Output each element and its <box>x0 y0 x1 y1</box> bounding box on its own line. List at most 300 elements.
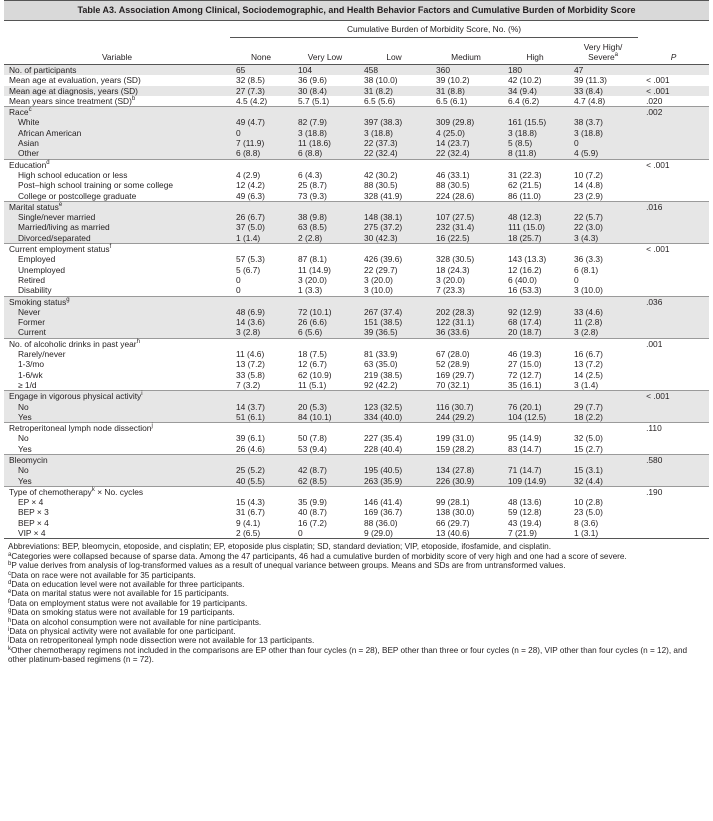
table-group-row <box>4 296 709 307</box>
row-label: Post–high school training or some college <box>18 180 174 191</box>
table-cell <box>292 107 358 118</box>
table-cell: 30 (8.4) <box>292 86 358 96</box>
table-cell: 8 (11.8) <box>502 148 568 159</box>
table-cell: 92 (42.2) <box>364 379 398 390</box>
footnote: $^g$Data on smoking status were not available for 19 participants. <box>8 608 235 618</box>
footnote: $^b$P value derives from analysis of log-transformed values as a result of unequal variance between groups. Means and SDs are from untransformed values. <box>8 561 566 571</box>
table-cell: 6.4 (6.2) <box>508 95 540 106</box>
row-label: BEP × 3 <box>18 507 49 518</box>
table-group-row <box>4 244 709 255</box>
table-cell: 57 (5.3) <box>236 254 265 265</box>
row-label: No. of participants <box>4 65 230 76</box>
table-cell <box>502 338 568 349</box>
table-row <box>4 476 709 487</box>
table-cell <box>502 391 568 402</box>
table-cell: 53 (9.4) <box>298 443 327 454</box>
table-cell: 6.5 (6.1) <box>436 95 468 106</box>
table-cell: 11 (4.6) <box>236 349 265 360</box>
table-cell: 360 <box>430 65 502 76</box>
table-cell <box>430 159 502 170</box>
footnote: $^c$Data on race were not available for 35 participants. <box>8 570 196 580</box>
table-cell: 35 (9.9) <box>298 497 327 508</box>
p-value: .036 <box>638 296 709 307</box>
row-label: Engage in vigorous physical activity$^i$ <box>4 391 230 402</box>
table-cell: 42 (8.7) <box>292 465 358 475</box>
table-row <box>4 497 709 507</box>
table-group-row <box>4 423 709 434</box>
table-cell <box>568 159 638 170</box>
row-label: Current <box>4 327 230 338</box>
row-label: Current employment status$^f$ <box>4 244 230 255</box>
table-cell: 66 (29.7) <box>436 517 470 528</box>
table-cell: 46 (19.3) <box>508 349 542 360</box>
table-cell: 42 (30.2) <box>364 169 398 180</box>
table-cell: 22 (32.4) <box>358 148 430 159</box>
p-value <box>638 128 709 138</box>
table-cell: 328 (41.9) <box>364 190 403 201</box>
table-row <box>4 528 709 538</box>
table-cell: 3 (10.0) <box>364 285 393 296</box>
table-cell: 22 (5.7) <box>568 212 638 222</box>
table-cell: 49 (4.7) <box>230 117 292 127</box>
table-cell: 161 (15.5) <box>502 117 568 127</box>
row-label: Type of chemotherapy$^k$ × No. cycles <box>4 486 230 497</box>
table-cell: 32 (5.0) <box>574 433 603 444</box>
table-cell: 26 (4.6) <box>236 443 265 454</box>
table-cell: 228 (40.4) <box>364 443 403 454</box>
table-cell: 22 (37.3) <box>358 138 430 148</box>
table-cell <box>292 454 358 465</box>
table-cell: 12 (16.2) <box>508 264 542 275</box>
footnote: $^e$Data on marital status were not available for 15 participants. <box>8 589 229 599</box>
row-label: Smoking status$^g$ <box>4 296 230 307</box>
table-cell: 37 (5.0) <box>230 222 292 232</box>
table-row <box>4 349 709 359</box>
table-cell: 123 (32.5) <box>358 402 430 412</box>
p-value: .190 <box>638 486 709 497</box>
table-row <box>4 265 709 275</box>
table-cell: 30 (42.3) <box>358 233 430 244</box>
header-col-very-high: Very High/ Severe$^a$ <box>568 38 638 65</box>
table-cell <box>568 296 638 307</box>
p-value <box>638 507 709 517</box>
p-value <box>638 380 709 391</box>
table-row <box>4 402 709 412</box>
table-cell: 116 (30.7) <box>430 402 502 412</box>
row-label: Never <box>4 307 230 317</box>
table-cell: 12 (4.2) <box>236 180 265 191</box>
table-cell: 3 (10.0) <box>574 285 603 296</box>
table-cell <box>358 338 430 349</box>
table-group-row <box>4 338 709 349</box>
table-cell: 328 (30.5) <box>436 254 475 265</box>
table-cell: 7 (23.3) <box>436 285 465 296</box>
table-row <box>4 518 709 528</box>
table-cell: 0 <box>298 528 303 539</box>
table-cell <box>568 244 638 255</box>
table-cell: 3 (20.0) <box>298 274 327 285</box>
table-cell: 232 (31.4) <box>430 222 502 232</box>
row-label: Divorced/separated <box>4 233 230 244</box>
table-cell: 109 (14.9) <box>502 476 568 487</box>
table-cell: 9 (4.1) <box>236 517 261 528</box>
table-cell: 151 (38.5) <box>358 317 430 327</box>
table-cell: 219 (38.5) <box>364 369 403 380</box>
table-row <box>4 138 709 148</box>
table-cell <box>358 159 430 170</box>
table-cell: 5 (8.5) <box>502 138 568 148</box>
p-value <box>638 254 709 264</box>
table-row <box>4 275 709 285</box>
p-value <box>638 402 709 412</box>
table-title: Table A3. Association Among Clinical, Sociodemographic, and Health Behavior Factors and Cumulative Burden of Morbidity Score <box>4 0 709 21</box>
row-label: EP × 4 <box>18 497 44 508</box>
table-cell <box>230 391 292 402</box>
row-label: Married/living as married <box>4 222 230 232</box>
table-cell <box>358 454 430 465</box>
table-cell: 3 (1.4) <box>574 379 599 390</box>
table-cell: 6 (8.8) <box>230 148 292 159</box>
table-cell <box>430 201 502 212</box>
table-cell: 16 (53.3) <box>508 285 542 296</box>
table-cell: 199 (31.0) <box>436 433 475 444</box>
table-cell: 104 (12.5) <box>502 412 568 423</box>
table-cell: 3 (18.8) <box>358 128 430 138</box>
p-value <box>638 349 709 359</box>
row-label: Unemployed <box>18 264 66 275</box>
p-value <box>638 265 709 275</box>
table-cell: 88 (36.0) <box>364 517 398 528</box>
table-cell: 104 <box>292 65 358 76</box>
table-cell: 3 (2.8) <box>568 327 638 338</box>
footnote: $^k$Other chemotherapy regimens not included in the comparisons are EP other than four cycles (n = 28), BEP other than three or four cycles (n = 28), VIP other than four cycles (n = 12), and other platinum-based regimens (n = 72). <box>8 645 688 665</box>
table-cell <box>568 454 638 465</box>
table-cell: 22 (3.0) <box>568 222 638 232</box>
table-row <box>4 233 709 244</box>
table-cell: 31 (8.2) <box>358 86 430 96</box>
row-label: Other <box>4 148 230 159</box>
table-cell: 227 (35.4) <box>364 433 403 444</box>
p-value <box>638 138 709 148</box>
table-cell: 33 (5.8) <box>236 369 265 380</box>
table-row <box>4 254 709 264</box>
table-cell: 6 (8.1) <box>574 264 599 275</box>
row-label: Disability <box>18 285 52 296</box>
table-cell: 15 (3.1) <box>568 465 638 475</box>
row-label: ≥ 1/d <box>18 379 37 390</box>
row-label: Single/never married <box>4 212 230 222</box>
footnote: $^d$Data on education level were not available for three participants. <box>8 579 245 589</box>
table-cell: 5.7 (5.1) <box>298 95 330 106</box>
header-span-label: Cumulative Burden of Morbidity Score, No. (%) <box>230 21 638 38</box>
table-cell <box>430 244 502 255</box>
row-label: Rarely/never <box>18 349 66 360</box>
table-cell <box>430 296 502 307</box>
p-value <box>638 170 709 180</box>
table-cell: 0 <box>236 274 241 285</box>
row-label: 1-3/mo <box>18 359 45 370</box>
table-row <box>4 327 709 338</box>
header-col-high: High <box>502 38 568 65</box>
table-row <box>4 465 709 475</box>
table-cell: 26 (6.7) <box>230 212 292 222</box>
table-cell: 3 (18.8) <box>292 128 358 138</box>
table-cell: 81 (33.9) <box>364 349 398 360</box>
p-value: < .001 <box>638 86 709 96</box>
table-cell <box>568 391 638 402</box>
table-cell: 11 (18.6) <box>292 138 358 148</box>
table-cell <box>568 486 638 497</box>
row-label: Bleomycin <box>4 454 230 465</box>
table-cell: 25 (5.2) <box>230 465 292 475</box>
table-row <box>4 148 709 159</box>
table-cell <box>358 107 430 118</box>
table-cell: 107 (27.5) <box>430 212 502 222</box>
table-cell <box>568 107 638 118</box>
table-container <box>4 0 709 665</box>
header-col-very-low: Very Low <box>292 38 358 65</box>
table-cell: 1 (3.1) <box>574 528 599 539</box>
table-cell <box>430 107 502 118</box>
table-cell: 70 (32.1) <box>436 379 470 390</box>
table-cell <box>568 338 638 349</box>
table-cell: 224 (28.6) <box>436 190 475 201</box>
p-value <box>638 528 709 538</box>
table-cell: 39 (36.5) <box>358 327 430 338</box>
table-cell: 334 (40.0) <box>358 412 430 423</box>
footnote: $^f$Data on employment status were not available for 19 participants. <box>8 598 248 608</box>
row-label: No. of alcoholic drinks in past year$^h$ <box>4 338 230 349</box>
table-group-row <box>4 454 709 465</box>
table-group-row <box>4 201 709 212</box>
row-label: Yes <box>18 443 32 454</box>
table-cell: 46 (33.1) <box>436 169 470 180</box>
p-value: .580 <box>638 454 709 465</box>
table-cell: 202 (28.3) <box>430 307 502 317</box>
table-cell <box>430 454 502 465</box>
row-label: Mean age at evaluation, years (SD) <box>9 75 141 86</box>
table-cell: 49 (6.3) <box>236 190 265 201</box>
p-value: .002 <box>638 107 709 118</box>
p-value <box>638 148 709 159</box>
table-row <box>4 433 709 443</box>
row-label: Retired <box>18 274 45 285</box>
header-col-low: Low <box>358 38 430 65</box>
table-cell: 16 (6.7) <box>574 349 603 360</box>
table-cell: 23 (5.0) <box>574 507 603 518</box>
p-value <box>638 65 709 76</box>
table-cell: 27 (15.0) <box>508 359 542 370</box>
table-cell: 226 (30.9) <box>430 476 502 487</box>
table-cell: 7 (3.2) <box>236 379 261 390</box>
table-cell: 88 (30.5) <box>364 180 398 191</box>
table-row <box>4 75 709 85</box>
table-cell <box>292 423 358 434</box>
row-label: No <box>4 465 230 475</box>
table-cell: 15 (4.3) <box>236 497 265 508</box>
table-cell: 309 (29.8) <box>430 117 502 127</box>
p-value: .001 <box>638 338 709 349</box>
data-table <box>4 21 709 538</box>
table-row <box>4 370 709 380</box>
row-label: African American <box>4 128 230 138</box>
table-cell: 62 (8.5) <box>292 476 358 487</box>
table-cell: 34 (9.4) <box>502 86 568 96</box>
header-col-p: P <box>638 38 709 65</box>
table-cell: 31 (22.3) <box>508 169 542 180</box>
p-value <box>638 180 709 190</box>
table-cell <box>230 338 292 349</box>
table-cell: 92 (12.9) <box>502 307 568 317</box>
table-cell <box>230 201 292 212</box>
p-value: < .001 <box>646 75 670 86</box>
table-cell: 458 <box>358 65 430 76</box>
row-label: College or postcollege graduate <box>18 190 137 201</box>
row-label: Former <box>4 317 230 327</box>
table-cell: 13 (7.2) <box>236 359 265 370</box>
table-cell: 6 (8.8) <box>292 148 358 159</box>
row-label: Yes <box>4 412 230 423</box>
table-cell: 43 (19.4) <box>508 517 542 528</box>
table-cell <box>430 423 502 434</box>
table-cell <box>502 486 568 497</box>
table-cell: 23 (2.9) <box>574 190 603 201</box>
table-cell <box>502 454 568 465</box>
table-cell: 33 (8.4) <box>568 86 638 96</box>
table-cell: 16 (7.2) <box>298 517 327 528</box>
table-cell: 40 (5.5) <box>230 476 292 487</box>
table-cell <box>358 296 430 307</box>
table-cell: 38 (3.7) <box>568 117 638 127</box>
table-cell: 2 (2.8) <box>292 233 358 244</box>
table-cell: 169 (29.7) <box>436 369 475 380</box>
table-cell: 180 <box>502 65 568 76</box>
row-label: Asian <box>4 138 230 148</box>
table-cell: 47 <box>568 65 638 76</box>
table-cell: 6 (5.6) <box>292 327 358 338</box>
row-label: Education$^d$ <box>4 159 230 170</box>
table-cell: 67 (28.0) <box>436 349 470 360</box>
table-cell: 87 (8.1) <box>298 254 327 265</box>
table-group-row <box>4 107 709 118</box>
p-value <box>638 518 709 528</box>
table-cell: 29 (7.7) <box>568 402 638 412</box>
p-value <box>638 317 709 327</box>
table-row <box>4 507 709 517</box>
table-cell: 52 (28.9) <box>436 359 470 370</box>
table-cell <box>502 296 568 307</box>
row-label: Marital status$^e$ <box>4 201 230 212</box>
table-cell: 72 (10.1) <box>292 307 358 317</box>
table-cell <box>430 338 502 349</box>
table-cell: 1 (1.4) <box>230 233 292 244</box>
p-value <box>638 275 709 285</box>
table-row <box>4 307 709 317</box>
table-cell: 10 (2.8) <box>574 497 603 508</box>
table-cell <box>568 201 638 212</box>
table-cell <box>292 486 358 497</box>
table-cell: 22 (32.4) <box>430 148 502 159</box>
table-cell: 27 (7.3) <box>230 86 292 96</box>
table-cell: 143 (13.3) <box>508 254 547 265</box>
table-cell: 122 (31.1) <box>430 317 502 327</box>
table-row <box>4 444 709 455</box>
table-cell: 1 (3.3) <box>298 285 323 296</box>
table-cell: 72 (12.7) <box>508 369 542 380</box>
table-cell <box>502 159 568 170</box>
row-label: Mean age at diagnosis, years (SD) <box>4 86 230 96</box>
table-cell: 4 (5.9) <box>568 148 638 159</box>
p-value <box>638 212 709 222</box>
table-cell: 3 (4.3) <box>568 233 638 244</box>
table-row <box>4 412 709 423</box>
table-cell: 84 (10.1) <box>292 412 358 423</box>
table-cell: 73 (9.3) <box>298 190 327 201</box>
table-cell: 83 (14.7) <box>508 443 542 454</box>
table-row <box>4 359 709 369</box>
table-cell: 2 (6.5) <box>236 528 261 539</box>
table-cell <box>292 296 358 307</box>
table-cell: 5 (6.7) <box>236 264 261 275</box>
table-cell: 3 (18.8) <box>568 128 638 138</box>
table-cell: 148 (38.1) <box>358 212 430 222</box>
footnote: $^h$Data on alcohol consumption were not available for nine participants. <box>8 617 262 627</box>
table-cell <box>292 201 358 212</box>
table-cell: 14 (2.5) <box>574 369 603 380</box>
table-cell: 6 (4.3) <box>298 169 323 180</box>
table-cell <box>430 486 502 497</box>
table-group-row <box>4 159 709 170</box>
table-cell: 39 (10.2) <box>436 75 470 86</box>
table-row <box>4 65 709 76</box>
table-cell: 82 (7.9) <box>292 117 358 127</box>
table-cell: 86 (11.0) <box>508 190 541 201</box>
p-value <box>638 327 709 338</box>
table-cell <box>230 486 292 497</box>
table-cell: 0 <box>574 274 579 285</box>
table-cell <box>358 201 430 212</box>
p-value <box>638 222 709 232</box>
table-cell: 68 (17.4) <box>502 317 568 327</box>
p-value: .020 <box>646 95 663 106</box>
table-cell: 63 (35.0) <box>364 359 398 370</box>
table-cell: 20 (5.3) <box>292 402 358 412</box>
table-row <box>4 117 709 127</box>
footnote: $^j$Data on retroperitoneal lymph node dissection were not available for 13 participants. <box>8 636 315 646</box>
table-cell: 7 (11.9) <box>230 138 292 148</box>
table-cell: 263 (35.9) <box>358 476 430 487</box>
table-cell: 4.5 (4.2) <box>236 95 268 106</box>
table-group-row <box>4 391 709 402</box>
row-label: No <box>18 433 29 444</box>
table-cell: 88 (30.5) <box>436 180 470 191</box>
footnote: $^a$Categories were collapsed because of sparse data. Among the 47 participants, 46 had a cumulative burden of morbidity score of very high and one had a score of severe. <box>8 551 627 561</box>
table-cell: 48 (12.3) <box>502 212 568 222</box>
table-cell: 11 (2.8) <box>568 317 638 327</box>
table-cell: 169 (36.7) <box>364 507 403 518</box>
row-label: Employed <box>18 254 56 265</box>
table-cell: 63 (8.5) <box>292 222 358 232</box>
table-cell: 195 (40.5) <box>358 465 430 475</box>
table-cell: 59 (12.8) <box>508 507 542 518</box>
p-value <box>638 370 709 380</box>
table-cell <box>230 159 292 170</box>
table-row <box>4 128 709 138</box>
table-cell: 99 (28.1) <box>436 497 470 508</box>
table-row <box>4 191 709 202</box>
table-cell: 14 (4.8) <box>574 180 603 191</box>
row-label: BEP × 4 <box>18 517 49 528</box>
